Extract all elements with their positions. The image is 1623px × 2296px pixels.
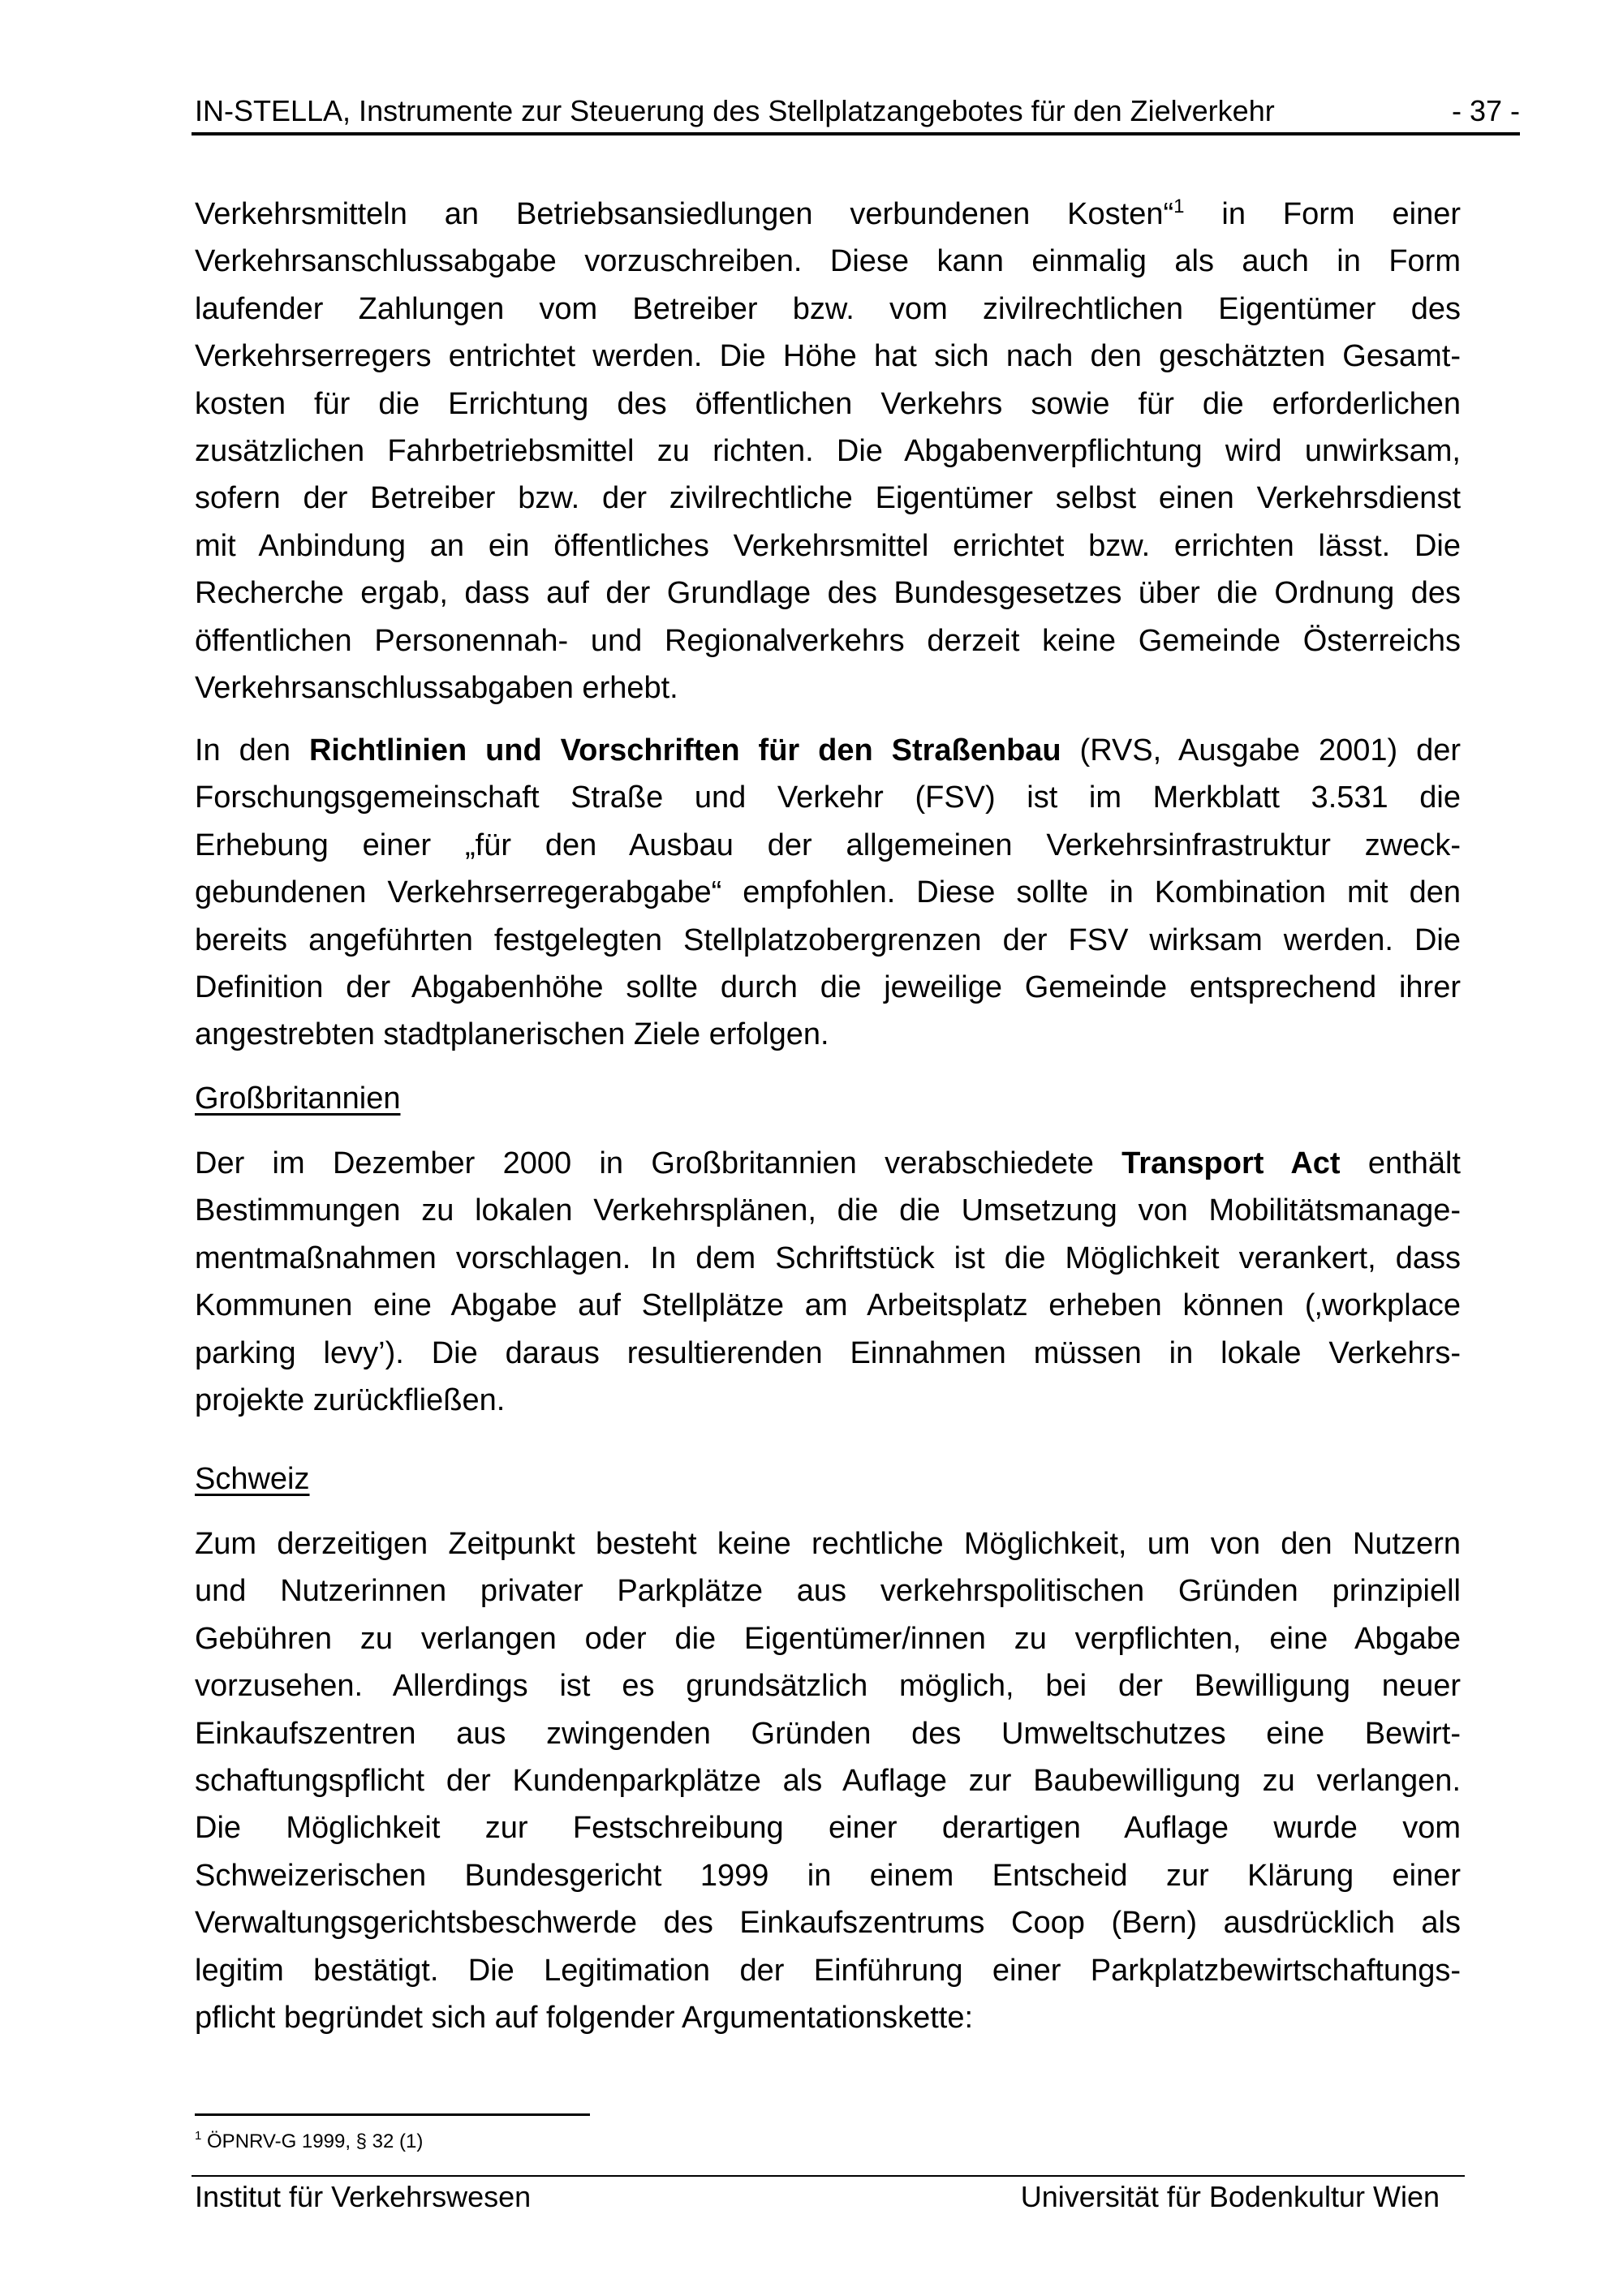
text-segment: Verkehrsmitteln an Betriebsansiedlungen verbundenen Kosten“	[195, 197, 1174, 231]
text-line	[195, 1377, 1461, 1424]
text-segment: mit Anbindung an ein öffentliches Verkehrsmittel errichtet bzw. errichten lässt. Die	[195, 528, 1461, 563]
text-line	[195, 570, 1461, 617]
text-line	[195, 1757, 1461, 1804]
paragraph-austria-levy	[195, 191, 1461, 712]
text-segment: angestrebten stadtplanerischen Ziele erfolgen.	[195, 1017, 829, 1052]
text-line	[195, 869, 1461, 916]
footer-institute: Institut für Verkehrswesen	[195, 2180, 532, 2213]
paragraph-transport-act	[195, 1140, 1461, 1424]
text-segment: Verkehrserregers entrichtet werden. Die Höhe hat sich nach den geschätzten Gesamt-	[195, 339, 1461, 374]
text-line	[195, 1947, 1461, 1994]
text-segment: Die Möglichkeit zur Festschreibung einer derartigen Auflage wurde vom	[195, 1811, 1461, 1846]
footnote-separator	[195, 2113, 590, 2116]
text-segment: in Form einer	[1184, 197, 1462, 231]
text-segment: Erhebung einer „für den Ausbau der allgemeinen Verkehrsinfrastruktur zweck-	[195, 828, 1461, 862]
text-line	[195, 1994, 1461, 2041]
text-segment: parking levy’). Die daraus resultierenden Einnahmen müssen in lokale Verkehrs-	[195, 1335, 1461, 1370]
text-line	[195, 964, 1461, 1011]
text-segment: Verkehrsanschlussabgaben erhebt.	[195, 670, 678, 705]
text-segment: In den	[195, 733, 309, 767]
text-segment: vorzusehen. Allerdings ist es grundsätzlich möglich, bei der Bewilligung neuer	[195, 1669, 1461, 1704]
text-segment: zusätzlichen Fahrbetriebsmittel zu richten. Die Abgabenverpflichtung wird unwirksam,	[195, 433, 1461, 468]
page-number: - 37 -	[1451, 94, 1520, 127]
text-line	[195, 286, 1461, 333]
bold-term: Richtlinien und Vorschriften für den Straßenbau	[308, 733, 1061, 767]
header-rule	[192, 132, 1520, 135]
text-line	[195, 381, 1461, 428]
text-segment: sofern der Betreiber bzw. der zivilrechtliche Eigentümer selbst einen Verkehrsdienst	[195, 481, 1461, 516]
footer-university: Universität für Bodenkultur Wien	[1020, 2180, 1440, 2213]
text-segment: Forschungsgemeinschaft Straße und Verkehr (FSV) ist im Merkblatt 3.531 die	[195, 780, 1461, 815]
text-line	[195, 617, 1461, 664]
running-header-title: IN-STELLA, Instrumente zur Steuerung des Stellplatzangebotes für den Zielverkehr	[195, 94, 1275, 127]
text-line	[195, 664, 1461, 712]
text-segment: projekte zurückfließen.	[195, 1382, 506, 1417]
text-segment: und Nutzerinnen privater Parkplätze aus verkehrspolitischen Gründen prinzipiell	[195, 1574, 1461, 1609]
text-segment: Verwaltungsgerichtsbeschwerde des Einkaufszentrums Coop (Bern) ausdrücklich als	[195, 1906, 1461, 1941]
text-line	[195, 191, 1461, 238]
text-line	[195, 1011, 1461, 1058]
text-line	[195, 1662, 1461, 1709]
text-segment: pflicht begründet sich auf folgender Argumentationskette:	[195, 2000, 974, 2035]
footnote-reference: 1	[1173, 196, 1185, 217]
text-line	[195, 333, 1461, 380]
text-segment: Kommunen eine Abgabe auf Stellplätze am Arbeitsplatz erheben können (‚workplace	[195, 1288, 1461, 1323]
text-line	[195, 727, 1461, 774]
text-line	[195, 475, 1461, 522]
footnote-text: ÖPNRV-G 1999, § 32 (1)	[201, 2130, 424, 2152]
text-segment: Zum derzeitigen Zeitpunkt besteht keine rechtliche Möglichkeit, um von den Nutzern	[195, 1527, 1461, 1561]
bold-term: Transport Act	[1121, 1146, 1341, 1180]
text-segment: legitim bestätigt. Die Legitimation der Einführung einer Parkplatzbewirtschaftungs-	[195, 1953, 1461, 1988]
text-line	[195, 1520, 1461, 1567]
text-line	[195, 1282, 1461, 1329]
text-segment: gebundenen Verkehrserregerabgabe“ empfohlen. Diese sollte in Kombination mit den	[195, 875, 1461, 910]
text-segment: Recherche ergab, dass auf der Grundlage des Bundesgesetzes über die Ordnung des	[195, 576, 1461, 611]
text-segment: Der im Dezember 2000 in Großbritannien verabschiedete	[195, 1146, 1122, 1180]
text-line	[195, 1710, 1461, 1757]
section-heading-grossbritannien: Großbritannien	[195, 1081, 401, 1116]
footnote-mark: 1	[195, 2129, 202, 2143]
text-line	[195, 1235, 1461, 1282]
text-line	[195, 1140, 1461, 1187]
text-line	[195, 1899, 1461, 1946]
text-segment: (RVS, Ausgabe 2001) der	[1061, 733, 1461, 767]
text-line	[195, 1330, 1461, 1377]
text-segment: bereits angeführten festgelegten Stellplatzobergrenzen der FSV wirksam werden. Die	[195, 922, 1461, 957]
footer-rule	[192, 2175, 1465, 2177]
paragraph-rvs	[195, 727, 1461, 1059]
text-segment: enthält	[1340, 1146, 1461, 1180]
text-segment: Bestimmungen zu lokalen Verkehrsplänen, die die Umsetzung von Mobilitätsmanage-	[195, 1193, 1461, 1228]
text-line	[195, 238, 1461, 285]
text-segment: laufender Zahlungen vom Betreiber bzw. vom zivilrechtlichen Eigentümer des	[195, 291, 1461, 326]
text-segment: mentmaßnahmen vorschlagen. In dem Schriftstück ist die Möglichkeit verankert, dass	[195, 1240, 1461, 1275]
text-line	[195, 428, 1461, 475]
footnote	[195, 2129, 423, 2153]
text-line	[195, 1187, 1461, 1234]
text-segment: schaftungspflicht der Kundenparkplätze als Auflage zur Baubewilligung zu verlangen.	[195, 1763, 1461, 1798]
text-segment: kosten für die Errichtung des öffentlichen Verkehrs sowie für die erforderlichen	[195, 386, 1461, 421]
text-segment: Gebühren zu verlangen oder die Eigentümer/innen zu verpflichten, eine Abgabe	[195, 1621, 1461, 1656]
text-line	[195, 1567, 1461, 1615]
text-line	[195, 917, 1461, 964]
text-line	[195, 822, 1461, 869]
text-line	[195, 1804, 1461, 1851]
paragraph-schweiz	[195, 1520, 1461, 2041]
text-segment: Verkehrsanschlussabgabe vorzuschreiben. Diese kann einmalig als auch in Form	[195, 244, 1461, 279]
text-line	[195, 774, 1461, 821]
text-segment: Schweizerischen Bundesgericht 1999 in einem Entscheid zur Klärung einer	[195, 1858, 1461, 1893]
text-line	[195, 1615, 1461, 1662]
text-segment: Einkaufszentren aus zwingenden Gründen des Umweltschutzes eine Bewirt-	[195, 1716, 1461, 1751]
section-heading-schweiz: Schweiz	[195, 1462, 310, 1496]
text-segment: öffentlichen Personennah- und Regionalverkehrs derzeit keine Gemeinde Österreichs	[195, 623, 1461, 658]
text-line	[195, 1852, 1461, 1899]
text-line	[195, 522, 1461, 570]
text-segment: Definition der Abgabenhöhe sollte durch die jeweilige Gemeinde entsprechend ihrer	[195, 970, 1461, 1004]
